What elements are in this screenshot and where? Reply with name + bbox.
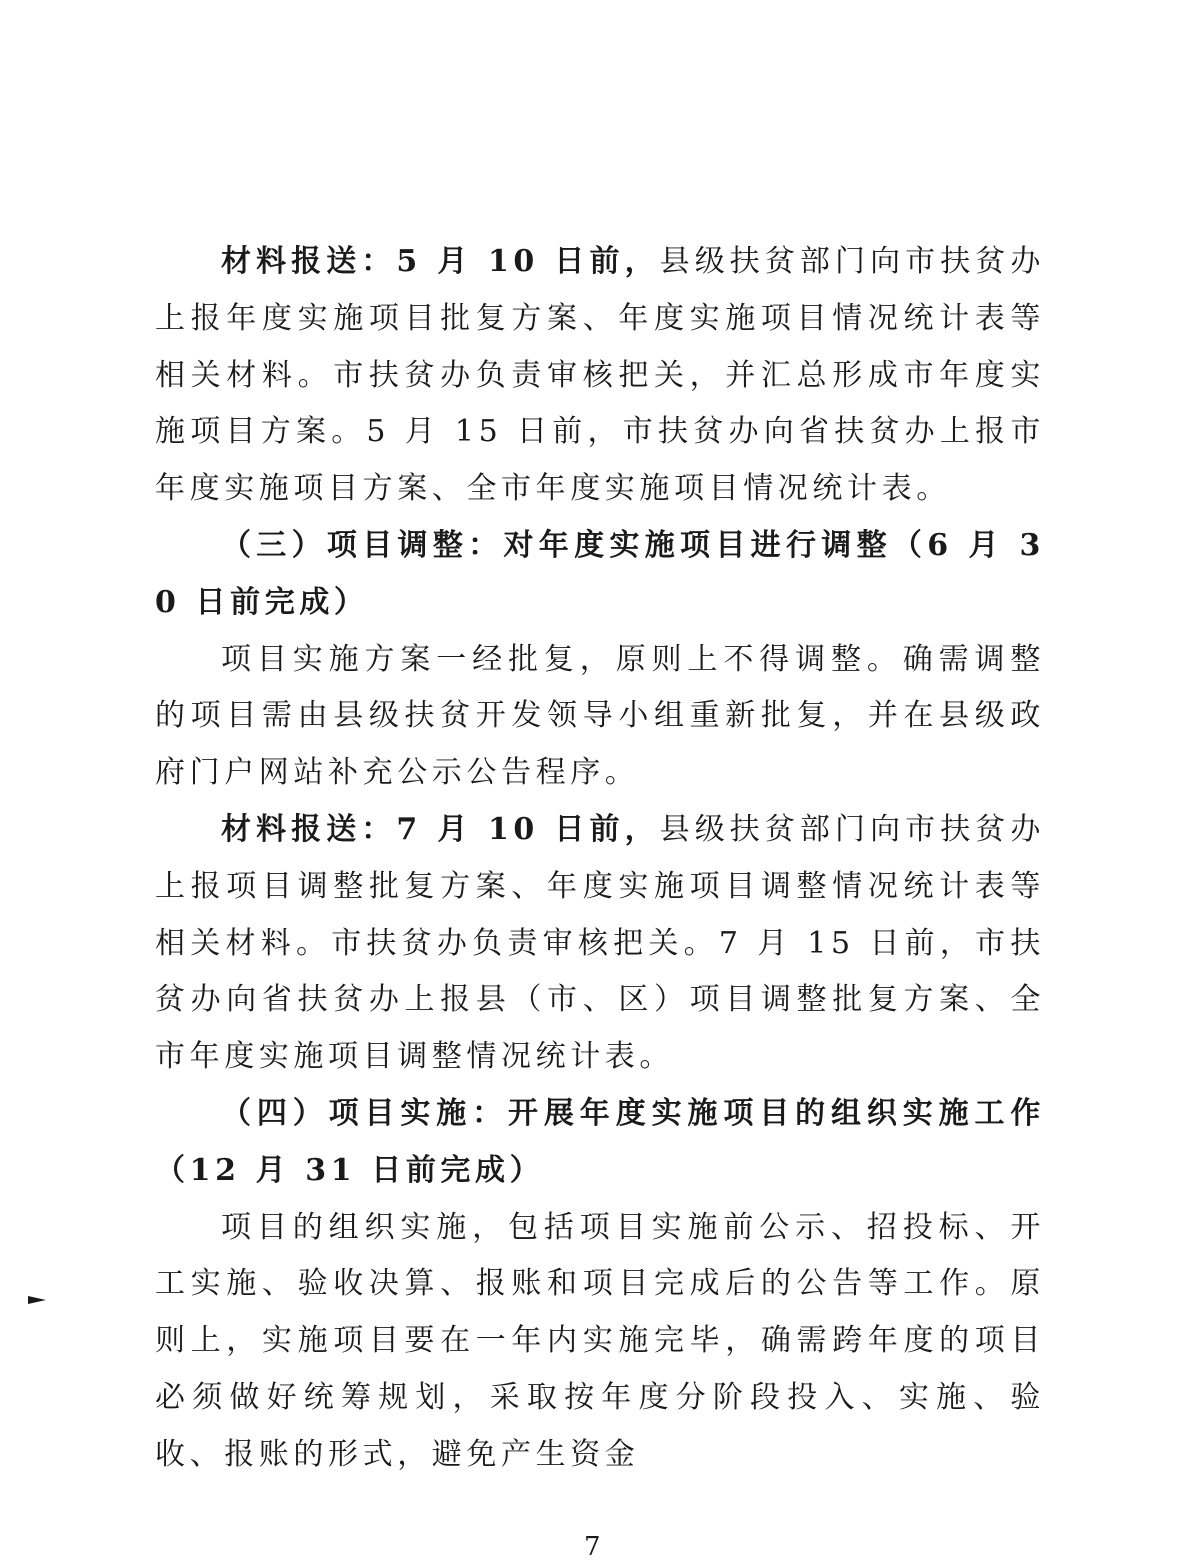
section-heading-project-adjustment: （三）项目调整：对年度实施项目进行调整（6 月 30 日前完成） bbox=[155, 527, 1045, 620]
paragraph-material-submission-july bbox=[155, 802, 1045, 1086]
document-body bbox=[155, 234, 1045, 1484]
paragraph-implementation-details: 项目的组织实施，包括项目实施前公示、招投标、开工实施、验收决算、报账和项目完成后的公告等工作。原则上，实施项目要在一年内实施完毕，确需跨年度的项目必须做好统筹规划，采取按年度分阶段投入、实施、验收、报账的形式，避免产生资金 bbox=[155, 1209, 1045, 1472]
paragraph-lead: 材料报送：5 月 10 日前， bbox=[221, 244, 660, 279]
paragraph-material-submission-may bbox=[155, 234, 1045, 518]
paragraph-text: 县级扶贫部门向市扶贫办上报年度实施项目批复方案、年度实施项目情况统计表等相关材料。市扶贫办负责审核把关，并汇总形成市年度实施项目方案。5 月 15 日前，市扶贫办向省扶贫办上报市年度实施项目方案、全市年度实施项目情况统计表。 bbox=[155, 244, 1045, 507]
paragraph-text: 县级扶贫部门向市扶贫办上报项目调整批复方案、年度实施项目调整情况统计表等相关材料。市扶贫办负责审核把关。7 月 15 日前，市扶贫办向省扶贫办上报县（市、区）项目调整批复方案、全市年度实施项目调整情况统计表。 bbox=[155, 811, 1045, 1075]
section-heading-project-implementation: （四）项目实施：开展年度实施项目的组织实施工作（12 月 31 日前完成） bbox=[155, 1095, 1045, 1188]
paragraph-lead: 材料报送：7 月 10 日前， bbox=[221, 811, 660, 847]
page-number: 7 bbox=[584, 1532, 601, 1562]
margin-arrow-mark bbox=[28, 1296, 46, 1304]
paragraph-adjustment-rules: 项目实施方案一经批复，原则上不得调整。确需调整的项目需由县级扶贫开发领导小组重新批复，并在县级政府门户网站补充公示公告程序。 bbox=[155, 641, 1045, 791]
